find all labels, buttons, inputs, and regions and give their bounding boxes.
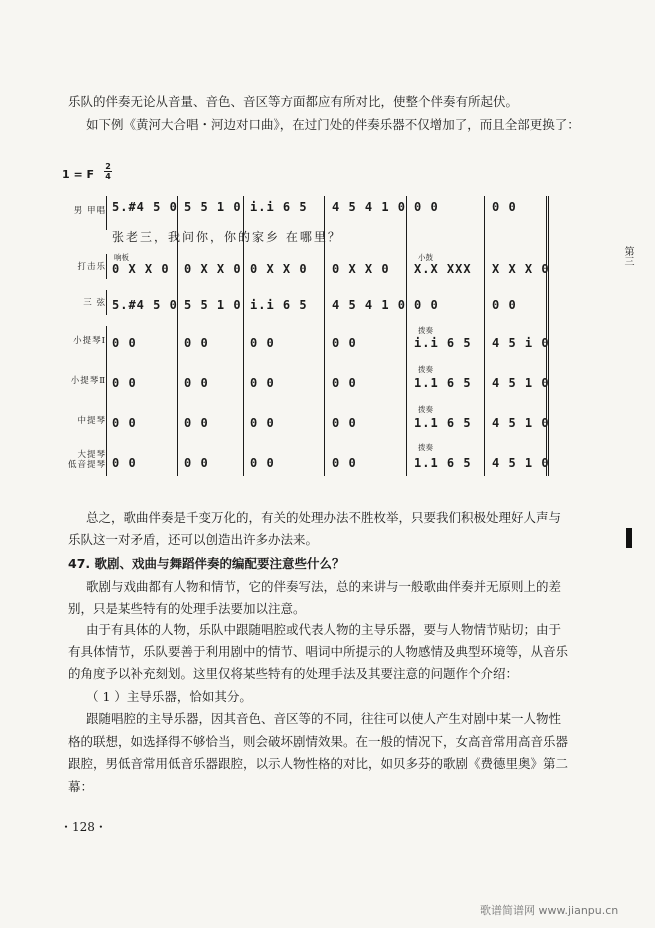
measure-percussion: 0 X X 0	[112, 262, 170, 276]
measure-violin-2: 0 0	[112, 376, 137, 390]
paragraph-line: 歌剧与戏曲都有人物和情节，它的伴奏写法，总的来讲与一般歌曲伴奏并无原则上的差	[86, 579, 562, 594]
measure-vocal: 0 0	[492, 200, 517, 214]
paragraph-line: 别，只是某些特有的处理手法要加以注意。	[68, 601, 306, 616]
measure-cello: 0 0	[332, 456, 357, 470]
list-item-heading: （ 1 ）主导乐器，恰如其分。	[86, 689, 252, 704]
label-violin-2: 小提琴Ⅱ	[70, 376, 106, 386]
measure-cello: 1.1 6 5	[414, 456, 472, 470]
measure-viola: 0 0	[250, 416, 275, 430]
paragraph-line: 由于有具体的人物，乐队中跟随唱腔或代表人物的主导乐器，要与人物情节贴切；由于	[86, 622, 562, 637]
label-male-voice: 男 甲唱	[73, 206, 106, 216]
annotation-pizz: 拨奏	[418, 443, 433, 452]
label-sanxian: 三 弦	[83, 298, 106, 308]
label-double-bass: 低音提琴	[67, 460, 106, 470]
measure-percussion: 0 X X 0	[250, 262, 308, 276]
measure-violin-2: 0 0	[250, 376, 275, 390]
brace-sanxian	[106, 290, 107, 315]
paragraph-line: 跟腔，男低音常用低音乐器跟腔，以示人物性格的对比，如贝多芬的歌剧《费德里奥》第二	[68, 756, 569, 771]
annotation-snare: 小鼓	[418, 253, 433, 262]
measure-vocal: 5.#4 5 0	[112, 200, 178, 214]
label-percussion: 打击乐	[77, 262, 106, 272]
measure-sanxian: 5.#4 5 0	[112, 298, 178, 312]
measure-sanxian: i.i 6 5	[250, 298, 308, 312]
measure-violin-1: 0 0	[112, 336, 137, 350]
paragraph-line: 格的联想，如选择得不够恰当，则会破坏剧情效果。在一般的情况下，女高音常用高音乐器	[68, 734, 569, 749]
measure-violin-2: 4 5 1 0	[492, 376, 550, 390]
measure-vocal: 0 0	[414, 200, 439, 214]
page-number: ・128・	[60, 820, 107, 834]
label-viola: 中提琴	[77, 416, 106, 426]
annotation-pizz: 拨奏	[418, 405, 433, 414]
measure-percussion: X.X XXX	[414, 262, 472, 276]
measure-viola: 0 0	[332, 416, 357, 430]
measure-cello: 4 5 1 0	[492, 456, 550, 470]
section-heading: 47. 歌剧、戏曲与舞蹈伴奏的编配要注意些什么？	[68, 556, 345, 571]
measure-viola: 0 0	[112, 416, 137, 430]
measure-percussion: 0 X X 0	[332, 262, 390, 276]
paragraph-line: 乐队这一对矛盾，还可以创造出许多办法来。	[68, 532, 319, 547]
time-signature-top: 2	[105, 162, 111, 171]
paragraph-line: 有具体情节，乐队要善于利用剧中的情节、唱词中所提示的人物感情及典型环境等，从音乐	[68, 644, 569, 659]
measure-violin-1: 4 5 i 0	[492, 336, 550, 350]
key-signature: 1 = F	[62, 168, 95, 181]
margin-tab-marker	[626, 528, 632, 548]
measure-violin-1: i.i 6 5	[414, 336, 472, 350]
measure-percussion: 0 X X 0	[184, 262, 242, 276]
measure-cello: 0 0	[112, 456, 137, 470]
side-margin-text: 第三	[622, 246, 633, 266]
barline	[406, 196, 407, 476]
measure-sanxian: 0 0	[492, 298, 517, 312]
paragraph-line: 跟随唱腔的主导乐器，因其音色、音区等的不同，往往可以使人产生对剧中某一人物性	[86, 711, 562, 726]
measure-sanxian: 4 5 4 1 0	[332, 298, 407, 312]
measure-vocal: 4 5 4 1 0	[332, 200, 407, 214]
measure-viola: 4 5 1 0	[492, 416, 550, 430]
measure-viola: 0 0	[184, 416, 209, 430]
measure-violin-2: 1.1 6 5	[414, 376, 472, 390]
barline	[484, 196, 485, 476]
measure-violin-2: 0 0	[332, 376, 357, 390]
paragraph-line: 如下例《黄河大合唱・河边对口曲》，在过门处的伴奏乐器不仅增加了，而且全部更换了：	[86, 117, 580, 132]
lyrics: 张老三，我问你，你的家乡 在哪里？	[112, 230, 342, 244]
annotation-clapper: 响板	[114, 253, 129, 262]
measure-sanxian: 5 5 1 0	[184, 298, 242, 312]
paragraph-line: 总之，歌曲伴奏是千变万化的，有关的处理办法不胜枚举，只要我们积极处理好人声与	[86, 510, 562, 525]
measure-violin-1: 0 0	[250, 336, 275, 350]
label-violin-1: 小提琴Ⅰ	[73, 336, 106, 346]
paragraph-line: 的角度予以补充刻划。这里仅将某些特有的处理手法及其要注意的问题作个介绍：	[68, 666, 519, 681]
time-signature-bottom: 4	[105, 172, 111, 181]
brace-strings	[106, 326, 107, 476]
annotation-pizz: 拨奏	[418, 326, 433, 335]
watermark: 歌谱简谱网 www.jianpu.cn	[480, 904, 619, 917]
paragraph-line: 幕：	[68, 779, 94, 794]
measure-vocal: 5 5 1 0	[184, 200, 242, 214]
measure-cello: 0 0	[250, 456, 275, 470]
label-cello: 大提琴	[77, 450, 106, 460]
measure-violin-1: 0 0	[184, 336, 209, 350]
measure-violin-1: 0 0	[332, 336, 357, 350]
paragraph-line: 乐队的伴奏无论从音量、音色、音区等方面都应有所对比，使整个伴奏有所起伏。	[68, 94, 519, 109]
music-score	[56, 158, 562, 478]
measure-cello: 0 0	[184, 456, 209, 470]
measure-vocal: i.i 6 5	[250, 200, 308, 214]
measure-violin-2: 0 0	[184, 376, 209, 390]
measure-sanxian: 0 0	[414, 298, 439, 312]
brace-vocal	[106, 196, 107, 230]
measure-viola: 1.1 6 5	[414, 416, 472, 430]
measure-percussion: X X X 0	[492, 262, 550, 276]
annotation-pizz: 拨奏	[418, 365, 433, 374]
brace-percussion	[106, 254, 107, 279]
